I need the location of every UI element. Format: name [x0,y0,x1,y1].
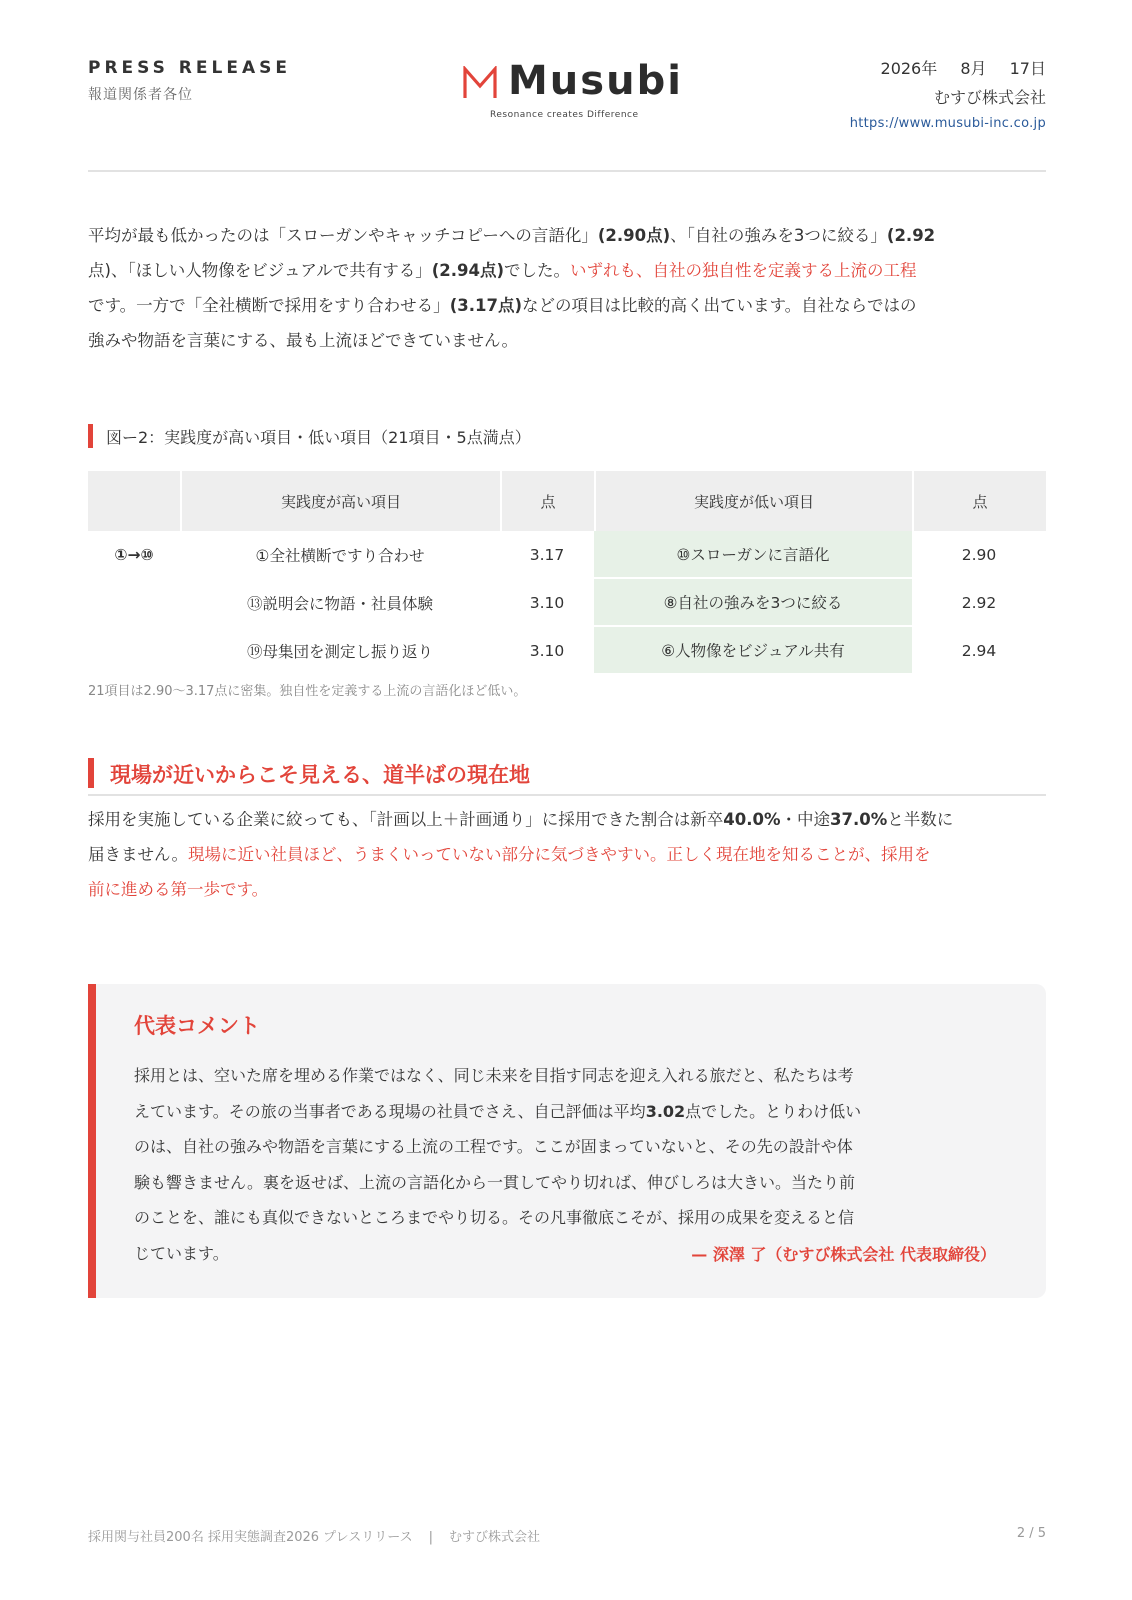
table-row [88,627,1046,675]
low-score: 2.90 [961,546,997,564]
high-item: ⑲母集団を測定し振り返り [246,643,433,661]
low-item: ⑥人物像をビジュアル共有 [594,627,912,675]
audience-label: 報道関係者各位 [88,87,193,103]
intro-line-3: です。一方で「全社横断で採用をすり合わせる」(3.17点)などの項目は比較的高く出ています。自社ならではの [88,296,917,315]
table-header-row [88,471,1046,531]
rank-blank [88,579,180,627]
company-name: むすび株式会社 [933,88,1046,107]
high-item: ⑬説明会に物語・社員体験 [246,595,433,613]
table-header-blank [88,471,180,531]
comment-line-4: 験も響きません。裏を返せば、上流の言語化から一貫してやり切れば、伸びしろは大きい。当たり前 [134,1172,855,1192]
high-score: 3.10 [529,642,565,660]
musubi-logo [462,58,692,128]
section-paragraph [88,802,1050,907]
date-day: 17日 [1009,59,1046,78]
date-year: 2026年 [880,59,938,78]
header-right [850,56,1046,131]
high-score: 3.10 [529,594,565,612]
rank-blank [88,627,180,675]
page-number: 2 / 5 [1016,1526,1046,1541]
low-score: 2.92 [961,594,997,612]
comment-body [134,1058,1002,1271]
table-header-high: 実践度が高い項目 [180,471,500,531]
intro-line-2: 点)、「ほしい人物像をビジュアルで共有する」(2.94点)でした。いずれも、自社の独自性を定義する上流の工程 [88,261,917,280]
comment-line-6: じています。 [134,1243,229,1263]
figure-note: 21項目は2.90〜3.17点に密集。独自性を定義する上流の言語化ほど低い。 [88,684,527,699]
footer-separator: | [428,1530,433,1545]
figure-title: 図ー2：実践度が高い項目・低い項目（21項目・5点満点） [106,428,531,447]
table-row [88,531,1046,579]
comment-signature: — 深澤 了（むすび株式会社 代表取締役） [691,1245,996,1264]
table-header-high-score: 点 [500,471,594,531]
release-date [850,56,1046,79]
company-url-link[interactable]: https://www.musubi-inc.co.jp [849,116,1046,131]
intro-line-4: 強みや物語を言葉にする、最も上流ほどできていません。 [88,331,518,350]
section-title: 現場が近いからこそ見える、道半ばの現在地 [110,763,530,787]
footer-company: むすび株式会社 [449,1530,541,1545]
representative-comment-box [88,984,1046,1298]
comment-line-2: えています。その旅の当事者である現場の社員でさえ、自己評価は平均3.02点でした。とりわけ低い [134,1101,862,1121]
low-score: 2.94 [961,642,997,660]
high-item: ①全社横断ですり合わせ [255,547,425,565]
table-header-low-score: 点 [912,471,1046,531]
logo-name: Musubi [508,58,683,104]
date-month: 8月 [960,59,987,78]
comparison-table [88,471,1046,675]
table-header-low: 実践度が低い項目 [594,471,912,531]
section-line-2: 届きません。現場に近い社員ほど、うまくいっていない部分に気づきやすい。正しく現在地を知ることが、採用を [88,845,931,864]
comment-line-3: のは、自社の強みや物語を言葉にする上流の工程です。ここが固まっていないと、その先の設計や体 [134,1137,853,1156]
comment-line-1: 採用とは、空いた席を埋める作業ではなく、同じ未来を目指す同志を迎え入れる旅だと、私たちは考 [134,1066,854,1085]
table-row [88,579,1046,627]
intro-line-1: 平均が最も低かったのは「スローガンやキャッチコピーへの言語化」(2.90点)、「自社の強みを3つに絞る」(2.92 [88,226,936,245]
header-divider [88,170,1046,172]
figure-caption-bar [88,424,93,448]
intro-paragraph [88,218,1048,358]
header-left [88,58,291,104]
section-heading [88,758,1046,796]
comment-line-5: のことを、誰にも真似できないところまでやり切る。その凡事徹底こそが、採用の成果を変えると信 [134,1208,855,1227]
section-line-3: 前に進める第一歩です。 [88,880,269,899]
footer-left [88,1526,540,1545]
comment-title: 代表コメント [134,1014,260,1038]
low-item: ⑧自社の強みを3つに絞る [594,579,912,627]
footer-doc-title: 採用関与社員200名 採用実態調査2026 プレスリリース [88,1530,413,1545]
section-line-1: 採用を実施している企業に絞っても、「計画以上＋計画通り」に採用できた割合は新卒40.0%・中途37.0%と半数に [88,810,954,829]
musubi-m-icon [462,66,498,100]
low-item: ⑩スローガンに言語化 [594,531,912,579]
rank-label: ①→⑩ [114,546,154,564]
section-heading-bar [88,758,94,788]
logo-tagline: Resonance creates Difference [490,110,639,120]
high-score: 3.17 [529,546,565,564]
press-release-label: PRESS RELEASE [88,58,291,78]
